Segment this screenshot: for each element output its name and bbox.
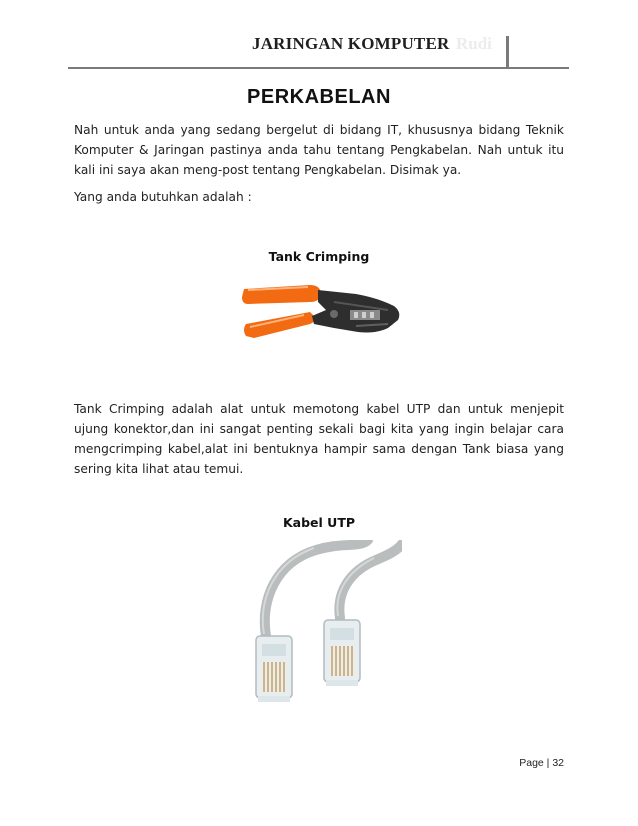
rj45-connector-left: [256, 636, 292, 702]
needs-paragraph: Yang anda butuhkan adalah :: [74, 190, 252, 204]
crimping-tool-image: [238, 280, 408, 350]
page-title: PERKABELAN: [247, 86, 391, 108]
header-divider: [506, 36, 509, 68]
intro-paragraph: Nah untuk anda yang sedang bergelut di bidang IT, khususnya bidang Teknik Komputer & Jaringan pastinya anda tahu tentang Pengkabelan. Nah untuk itu kali ini saya akan meng-post tentang Pengkabelan. Disimak ya.: [74, 123, 564, 177]
document-header-title: JARINGAN KOMPUTER: [252, 34, 450, 53]
utp-cable-right: [339, 544, 402, 618]
page-number: Page | 32: [519, 757, 564, 769]
rj45-connector-right: [324, 620, 360, 686]
header-rule: [68, 67, 569, 69]
utp-cable-image: [252, 540, 402, 716]
tank-crimping-caption: Tank Crimping: [268, 249, 370, 264]
kabel-utp-caption: Kabel UTP: [282, 515, 356, 530]
tank-crimping-description: Tank Crimping adalah alat untuk memotong kabel UTP dan untuk menjepit ujung konektor,dan ini sangat penting sekali bagi kita yang ingin belajar cara mengcrimping kabel,alat ini bentuknya hampir sama dengan Tank biasa yang sering kita lihat atau temui.: [74, 402, 564, 476]
document-header-author: Rudi: [456, 34, 492, 53]
